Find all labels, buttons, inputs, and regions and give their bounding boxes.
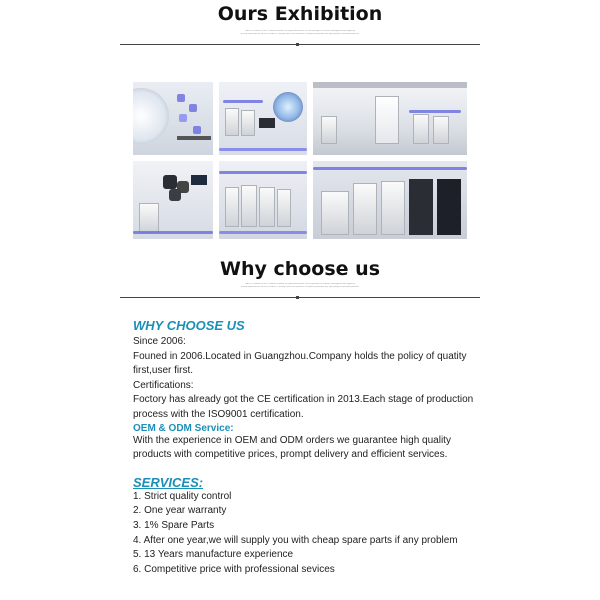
services-heading: SERVICES:	[133, 474, 204, 490]
photo-logo-wall	[133, 82, 213, 155]
text-line: Foctory has already got the CE certification in 2013.Each stage of production	[133, 394, 474, 406]
text-line: With the experience in OEM and ODM orders we guarantee high quality	[133, 434, 451, 446]
exhibition-title: Ours Exhibition	[217, 3, 383, 25]
photo-product-row	[219, 161, 307, 239]
text-line: Since 2006:	[133, 336, 186, 347]
service-item: 4. After one year,we will supply you with cheap spare parts if any problem	[133, 534, 458, 546]
service-item: 3. 1% Spare Parts	[133, 519, 215, 531]
why-fine-print-2: quality supervision on the use of PARKOO quality control and reference to improve production with high quality air treatment products	[241, 286, 359, 288]
why-choose-heading: WHY CHOOSE US	[133, 318, 245, 333]
service-item: 6. Competitive price with professional sevices	[133, 563, 335, 575]
exhibition-divider-mark	[296, 43, 299, 46]
service-item: 5. 13 Years manufacture experience	[133, 549, 294, 561]
photo-dehumidifier-line	[313, 161, 467, 239]
photo-showroom-display	[219, 82, 307, 155]
oem-heading: OEM & ODM Service:	[133, 422, 234, 434]
text-line: products with competitive prices, prompt delivery and efficient services.	[133, 449, 448, 461]
why-divider-mark	[296, 296, 299, 299]
why-fine-print-1: PARKOO adheres to the Customer oriented, the good before profit, the first principle of scientific management and ingenuity	[245, 283, 355, 285]
service-item: 2. One year warranty	[133, 505, 227, 517]
photo-hexagon-wall	[133, 161, 213, 239]
why-content	[133, 318, 493, 577]
text-line: first,user first.	[133, 365, 194, 377]
exhibition-divider	[120, 44, 480, 45]
service-item: 1. Strict quality control	[133, 490, 232, 502]
exhibition-fine-print-1: PARKOO adheres to the Customer oriented, the good before profit, the first principle of scientific management and ingenuity	[245, 30, 355, 32]
text-line: Founed in 2006.Located in Guangzhou.Company holds the policy of quatity	[133, 350, 467, 362]
why-title: Why choose us	[219, 258, 381, 280]
text-line: process with the ISO9001 certification.	[133, 408, 304, 420]
text-line: Certifications:	[133, 379, 194, 391]
why-divider	[120, 297, 480, 298]
photo-showroom-hall	[313, 82, 467, 155]
exhibition-fine-print-2: quality supervision on the use of PARKOO quality control and reference to improve production with high quality air treatment products	[241, 33, 359, 35]
